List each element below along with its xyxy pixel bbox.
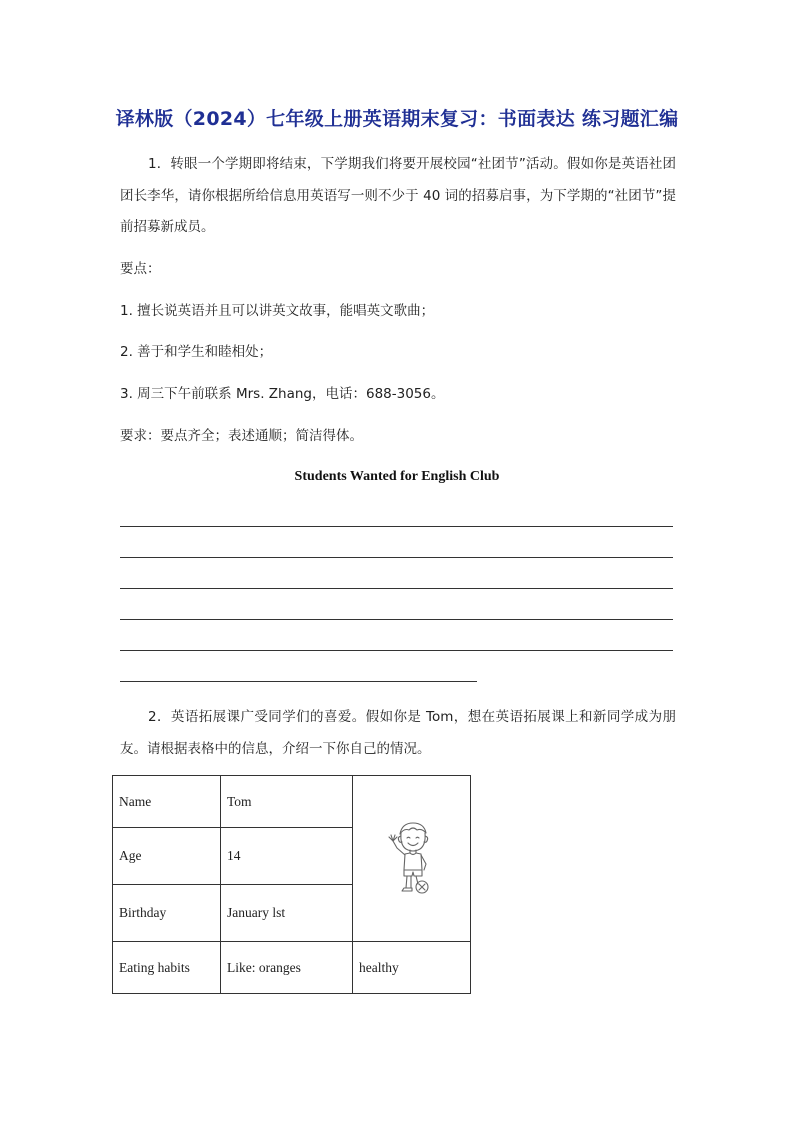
points-label: 要点： bbox=[120, 261, 161, 277]
point-item-1: 1. 擅长说英语并且可以讲英文故事，能唱英文歌曲； bbox=[120, 303, 435, 319]
point-item-2: 2. 善于和学生和睦相处； bbox=[120, 344, 273, 360]
table-cell-value: 14 bbox=[221, 828, 353, 885]
table-cell-value: Tom bbox=[221, 776, 353, 828]
table-cell-label: Birthday bbox=[113, 885, 221, 942]
page-title: 译林版（2024）七年级上册英语期末复习：书面表达 练习题汇编 bbox=[115, 108, 679, 130]
writing-line-short[interactable] bbox=[120, 681, 477, 682]
table-cell-value: Like: oranges bbox=[221, 942, 353, 994]
point-item-3: 3. 周三下午前联系 Mrs. Zhang，电话：688-3056。 bbox=[120, 386, 445, 402]
table-cell-value: January lst bbox=[221, 885, 353, 942]
table-cell-extra: healthy bbox=[353, 942, 471, 994]
question-2-prompt: 2．英语拓展课广受同学们的喜爱。假如你是 Tom，想在英语拓展课上和新同学成为朋友。请根据表格中的信息，介绍一下你自己的情况。 bbox=[120, 709, 676, 757]
question-1-prompt: 1．转眼一个学期即将结束，下学期我们将要开展校园“社团节”活动。假如你是英语社团团长李华，请你根据所给信息用英语写一则不少于 40 词的招募启事，为下学期的“社团节”提前招募新成员。 bbox=[120, 156, 676, 235]
writing-line[interactable] bbox=[120, 650, 673, 651]
writing-line[interactable] bbox=[120, 557, 673, 558]
writing-line[interactable] bbox=[120, 619, 673, 620]
table-cell-label: Name bbox=[113, 776, 221, 828]
table-row bbox=[113, 942, 471, 994]
writing-line[interactable] bbox=[120, 588, 673, 589]
writing-line[interactable] bbox=[120, 526, 673, 527]
boy-waving-icon bbox=[380, 818, 444, 896]
table-row bbox=[113, 776, 471, 828]
requirements-text: 要求：要点齐全；表述通顺；简洁得体。 bbox=[120, 428, 363, 444]
table-cell-label: Eating habits bbox=[113, 942, 221, 994]
picture-cell bbox=[353, 776, 471, 942]
info-table bbox=[112, 775, 471, 994]
table-cell-label: Age bbox=[113, 828, 221, 885]
essay-title: Students Wanted for English Club bbox=[294, 469, 500, 484]
